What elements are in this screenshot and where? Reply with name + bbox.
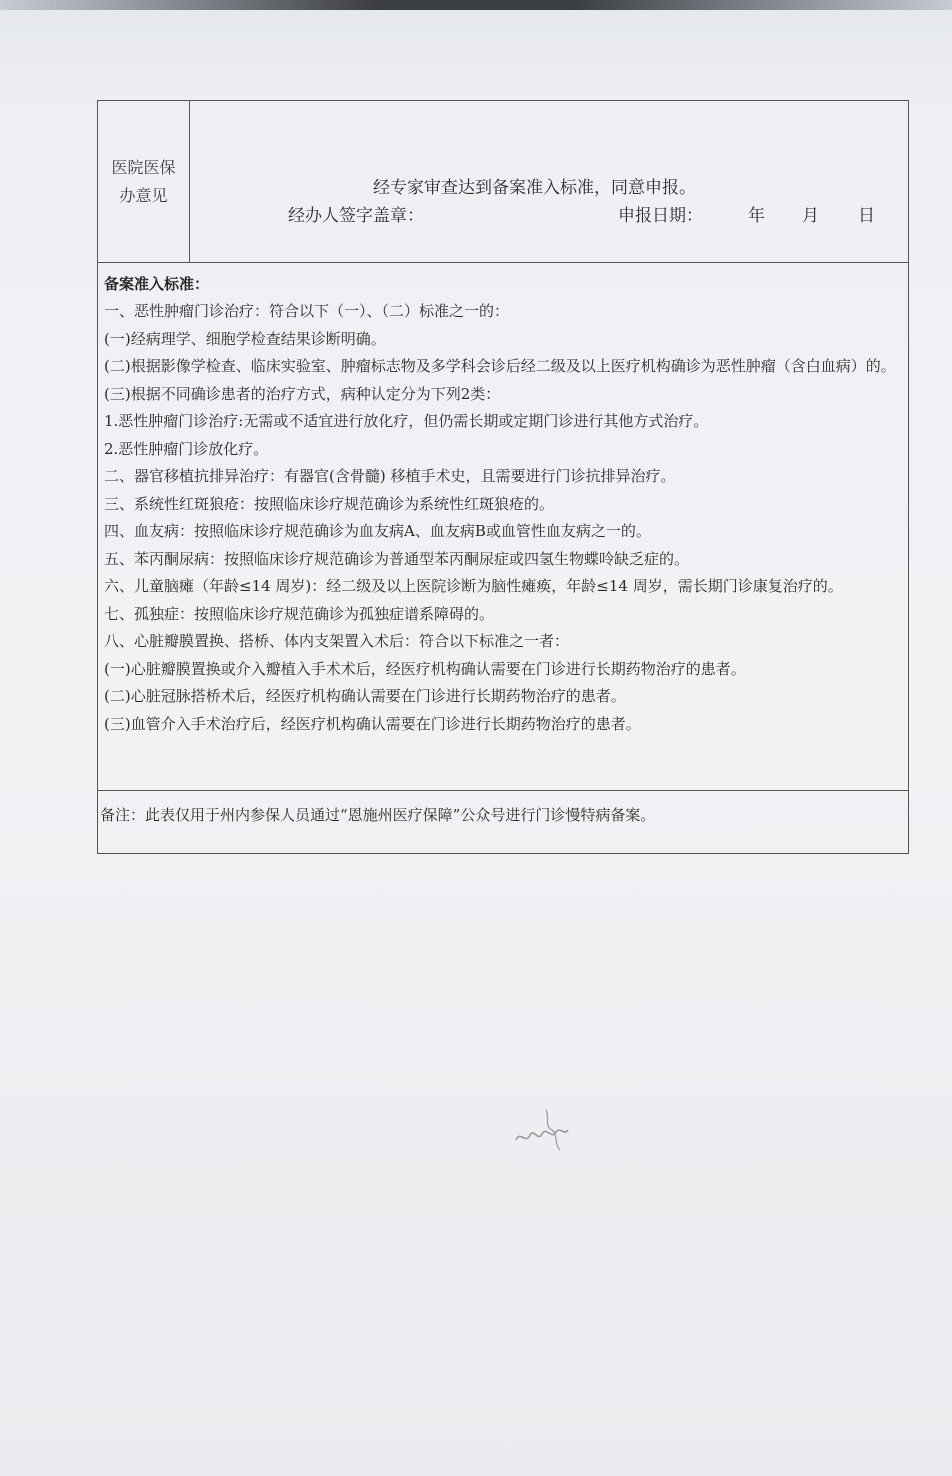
filing-form-table (97, 100, 909, 854)
signature-label: 经办人签字盖章： (288, 206, 424, 226)
criteria-line: 一、恶性肿瘤门诊治疗：符合以下（一）、（二）标准之一的： (104, 302, 510, 320)
note-row (98, 791, 908, 853)
photo-top-edge (0, 0, 952, 10)
criteria-line: (二)心脏冠脉搭桥术后，经医疗机构确认需要在门诊进行长期药物治疗的患者。 (104, 687, 626, 705)
criteria-line: 2.恶性肿瘤门诊放化疗。 (104, 439, 269, 458)
criteria-line: (一)心脏瓣膜置换或介入瓣植入手术术后，经医疗机构确认需要在门诊进行长期药物治疗的患者。 (104, 659, 746, 678)
criteria-line: 1.恶性肿瘤门诊治疗:无需或不适宜进行放化疗，但仍需长期或定期门诊进行其他方式治疗。 (104, 412, 709, 430)
hospital-opinion-label: 医院医保办意见 (111, 157, 176, 205)
criteria-line: (三)根据不同确诊患者的治疗方式，病种认定分为下列2类： (104, 384, 501, 403)
criteria-line: 三、系统性红斑狼疮：按照临床诊疗规范确诊为系统性红斑狼疮的。 (104, 494, 555, 513)
date-year: 年 (748, 206, 765, 226)
approval-statement: 经专家审查达到备案准入标准，同意申报。 (373, 178, 696, 198)
date-month: 月 (802, 206, 819, 226)
criteria-line: 四、血友病：按照临床诊疗规范确诊为血友病A、血友病B或血管性血友病之一的。 (104, 522, 651, 540)
criteria-section (98, 263, 908, 791)
note-text: 备注：此表仅用于州内参保人员通过“恩施州医疗保障”公众号进行门诊慢特病备案。 (100, 806, 656, 824)
criteria-line: 二、器官移植抗排异治疗：有器官(含骨髓) 移植手术史，且需要进行门诊抗排异治疗。 (104, 467, 676, 485)
criteria-line: (二)根据影像学检查、临床实验室、肿瘤标志物及多学科会诊后经二级及以上医疗机构确诊为恶性肿瘤（含白血病）的。 (104, 357, 896, 375)
hospital-opinion-row (98, 101, 908, 263)
criteria-line: (三)血管介入手术治疗后，经医疗机构确认需要在门诊进行长期药物治疗的患者。 (104, 714, 641, 733)
date-label: 申报日期： (618, 206, 703, 226)
criteria-line: 七、孤独症：按照临床诊疗规范确诊为孤独症谱系障碍的。 (104, 604, 495, 623)
criteria-line: (一)经病理学、细胞学检查结果诊断明确。 (104, 329, 386, 348)
criteria-line: 八、心脏瓣膜置换、搭桥、体内支架置入术后：符合以下标准之一者： (104, 632, 570, 650)
criteria-line: 六、儿童脑瘫（年龄≤14 周岁)：经二级及以上医院诊断为脑性瘫痪，年龄≤14 周岁，需长期门诊康复治疗的。 (104, 577, 843, 595)
hospital-opinion-label-cell (98, 101, 190, 262)
criteria-line: 五、苯丙酮尿病：按照临床诊疗规范确诊为普通型苯丙酮尿症或四氢生物蝶呤缺乏症的。 (104, 549, 690, 568)
handwritten-mark (508, 1100, 578, 1160)
date-day: 日 (858, 206, 875, 226)
criteria-title: 备案准入标准： (104, 275, 210, 293)
